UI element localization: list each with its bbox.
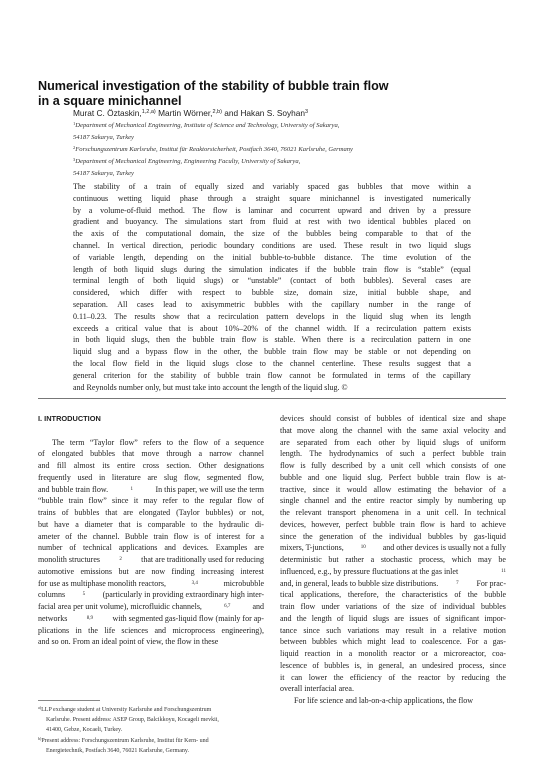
body-line: bubble and one liquid slug. Perfect bubble train flow is at- <box>280 472 506 482</box>
body-line: monolith structures 2 that are traditionally used for reducing <box>38 555 264 564</box>
body-line: tance since such variations may result in a relative motion <box>280 625 506 635</box>
affiliation-line: $^2$Forschungszentrum Karlsruhe, Institut für Reaktorsicherheit, Postfach 3640, 76021 Karlsruhe, Germany <box>73 145 353 153</box>
author-3: and Hakan S. Soyhan <box>221 108 306 118</box>
body-line: number of technical applications and devices. Examples are <box>38 543 264 553</box>
body-line: trains of bubbles that are elongated (Taylor bubbles) or not, <box>38 508 264 517</box>
footnote-line: $^{a)}$LLP exchange student at University Karlsruhe and Forschungszentrum <box>38 705 212 713</box>
body-line: are separated from each other by liquid slugs of uniform <box>280 437 506 447</box>
abstract-line: channel. In vertical direction, periodic boundary conditions are used. These result in two liquid slugs <box>73 240 471 250</box>
section-divider <box>38 398 506 399</box>
body-line: between bubbles which might lead to coalescence. For a gas- <box>280 637 506 647</box>
title-line-2: in a square minichannel <box>38 94 182 108</box>
body-line: ameter of the channel. Bubble train flow is of interest for a <box>38 531 264 541</box>
title-line-1: Numerical investigation of the stability of bubble train flow <box>38 79 389 93</box>
abstract-line: length of both liquid slugs during the simulation indicates if the bubble train flow is “stable” (equal <box>73 264 471 274</box>
author-1-sup: 1,2,a) <box>141 109 156 115</box>
abstract-line: terminal length of both liquid slugs) or “unstable” (contact of both bubbles). Several cases are <box>73 276 471 286</box>
body-line: flow is fully described by a unit cell which consists of one <box>280 461 506 470</box>
body-line: columns 5 (particularly in providing extraordinary high inter- <box>38 590 264 600</box>
body-line: The term “Taylor flow” refers to the flow of a sequence <box>52 437 264 447</box>
body-line: and so on. From an ideal point of view, the flow in these <box>38 637 219 647</box>
author-1: Murat C. Öztaskin, <box>73 108 142 118</box>
body-line: the relevant transport phenomena in a unit cell. In technical <box>280 508 506 517</box>
abstract-line: 0.11–0.23. The results show that a recirculation pattern develops in the liquid slug when its length <box>73 311 471 321</box>
body-line: length. The hydrodynamics of such a perfect bubble train <box>280 449 506 459</box>
abstract-line: separation. All cases lead to axisymmetric bubbles with the capillary number in the range of <box>73 299 471 309</box>
body-line: and the length of liquid slugs are issues of significant impor- <box>280 613 506 623</box>
abstract-line: general criterion for the stability of bubble train flow cannot be formulated in terms of the capillary <box>73 370 471 380</box>
body-line: “bubble train flow” since it may refer to the regular flow of <box>38 496 264 506</box>
paper-title <box>38 79 508 109</box>
affiliations <box>73 119 513 179</box>
abstract-line: exceeds a critical value that is about 10%–20% of the channel width. If a recirculation pattern exists <box>73 323 471 333</box>
footnote-line: 41400, Gebze, Kocaeli, Turkey. <box>46 727 123 734</box>
abstract-line: continuous wetting liquid phase through a straight square minichannel is investigated numerically <box>73 193 471 203</box>
body-line: and bubble train flow. 1 In this paper, we will use the term <box>38 484 264 494</box>
body-line: lescence of bubbles is, in general, an undesired process, since <box>280 660 506 670</box>
footnote-line: Energietechnik, Postfach 3640, 76021 Karlsruhe, Germany. <box>46 747 189 754</box>
body-line: of elongated bubbles that move through a narrow channel <box>38 449 264 459</box>
body-line: frequently used in literature are slug flow, segmented flow, <box>38 472 264 482</box>
author-2: Martin Wörner, <box>155 108 213 118</box>
body-line: tical applications, therefore, the characteristics of the bubble <box>280 590 506 600</box>
body-line: since the generation of the individual bubbles by gas-liquid <box>280 531 506 541</box>
body-line: devices should consist of bubbles of identical size and shape <box>280 414 506 423</box>
section-heading: I. INTRODUCTION <box>38 414 101 423</box>
abstract-line: in both liquid slugs, then the bubble train flow is stable. When there is a recirculation pattern in one <box>73 335 471 345</box>
affiliation-line: 54187 Sakarya, Turkey <box>73 134 134 141</box>
body-line: and fill almost its entire cross section. Other designations <box>38 461 264 470</box>
body-line: influenced, e.g., by pressure fluctuations at the gas inlet 11 <box>280 566 506 576</box>
abstract-line: and Reynolds number only, but must take into account the length of the liquid slug. © <box>73 382 348 392</box>
affiliation-line: $^1$Department of Mechanical Engineering, Institute of Science and Technology, University of Sakarya, <box>73 121 340 129</box>
footnote-divider <box>38 700 100 701</box>
body-line: but have a diameter that is comparable to the hydraulic di- <box>38 519 264 529</box>
affiliation-line: $^3$Department of Mechanical Engineering, Engineering Faculty, University of Sakarya, <box>73 157 301 165</box>
right-column <box>280 413 506 707</box>
footnote-line: Karlsruhe. Present address: ASEP Group, Balcikkoyu, Kocageli mevkii, <box>46 717 219 724</box>
body-line: networks 8,9 with segmented gas-liquid flow (mainly for ap- <box>38 613 264 623</box>
abstract-line: of variable length, depending on the initial bubble-to-bubble distance. The time evolution of the <box>73 252 471 262</box>
abstract-line: The stability of a train of equally sized and variably spaced gas bubbles that move within a <box>73 182 471 191</box>
abstract-line: by a volume-of-fluid method. The flow is laminar and cocurrent upward and driven by a pressure <box>73 205 471 215</box>
abstract-line: the axis of the computational domain, the size of the bubbles being comparable to that of the <box>73 229 471 239</box>
body-line: For life science and lab-on-a-chip applications, the flow <box>294 696 474 705</box>
body-line: overall interfacial area. <box>280 684 354 694</box>
body-line: and, in general, leads to bubble size distributions. 7 For prac- <box>280 578 506 588</box>
body-line: facial area per unit volume), microfluidic channels, 6,7 and <box>38 602 264 611</box>
body-line: for use as multiphase monolith reactors, 3,4 microbubble <box>38 578 264 588</box>
left-column <box>38 413 264 648</box>
body-line: that move along the channel with the same axial velocity and <box>280 425 506 435</box>
affiliation-line: 54187 Sakarya, Turkey <box>73 170 134 177</box>
body-line: plications in the life sciences and microprocess engineering), <box>38 625 264 635</box>
author-2-sup: 2,b) <box>212 109 222 115</box>
abstract-line: the local flow field in the liquid slugs close to the channel centerline. These results suggest that a <box>73 358 471 368</box>
body-line: single channel and the entire reactor simply by numbering up <box>280 496 506 506</box>
abstract <box>73 181 471 393</box>
body-line: it can lower the efficiency of the reactor by reducing the <box>280 672 506 682</box>
body-line: liquid reaction in a monolith reactor or a microreactor, coa- <box>280 649 506 658</box>
body-line: tractive, since it would allow estimating the behavior of a <box>280 484 506 494</box>
body-line: mixers, T-junctions, 10 and other devices is usually not a fully <box>280 543 506 553</box>
body-line: deterministic but rather a stochastic process, which may be <box>280 555 506 564</box>
body-line: train flow under variations of the size of individual bubbles <box>280 602 506 611</box>
body-line: automotive emissions but are now finding increasing interest <box>38 566 264 576</box>
footnote-line: $^{b)}$Present address: Forschungszentrum Karlsruhe, Institut für Kern- und <box>38 735 209 744</box>
abstract-line: gradient and buoyancy. The simulations start from fluid at rest with two identical bubbles placed on <box>73 217 471 227</box>
abstract-line: considered, which differ with respect to bubble size, domain size, initial bubble shape, and <box>73 288 471 298</box>
body-line: devices, however, perfect bubble train flow is hard to achieve <box>280 519 506 529</box>
abstract-line: liquid slug and a bypass flow in the other, the bubble train flow may be stable or not depending on <box>73 347 471 357</box>
footnotes <box>38 704 264 755</box>
author-3-sup: 3 <box>305 109 309 115</box>
author-list <box>73 108 308 118</box>
